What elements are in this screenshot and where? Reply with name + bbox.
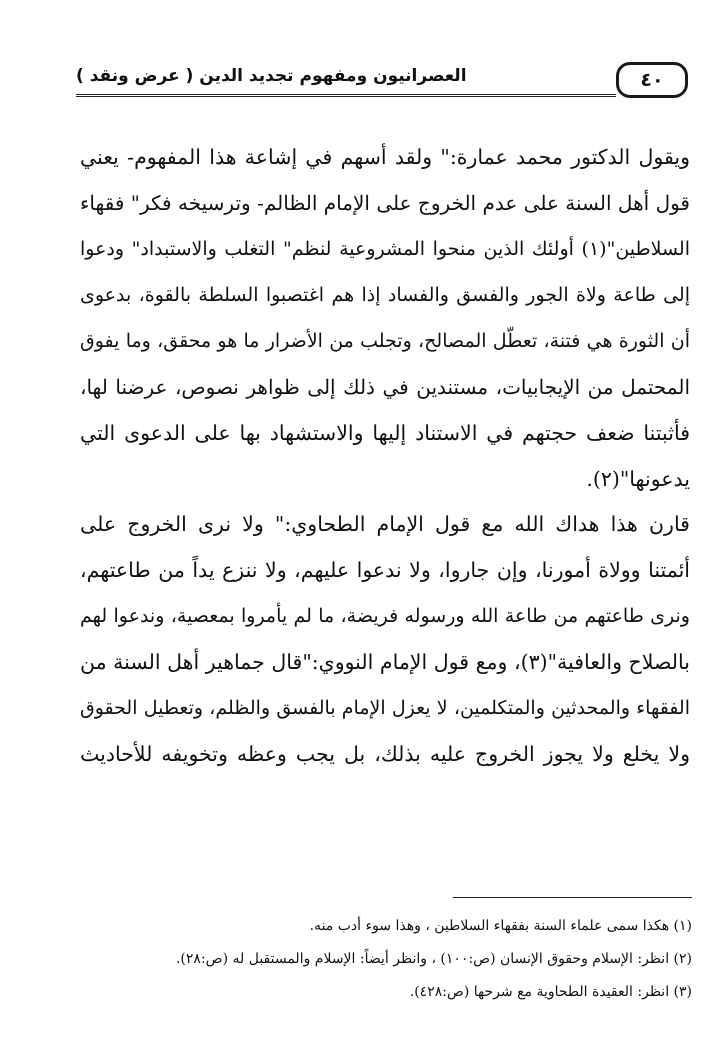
footnote-1: (١) هكذا سمى علماء السنة بفقهاء السلاطين ، وهذا سوء أدب منه. xyxy=(309,918,692,934)
footnotes xyxy=(80,910,692,1009)
header-rule xyxy=(76,94,616,97)
text-line: السلاطين"(١) أولئك الذين منحوا المشروعية لنظم" التغلب والاستبداد" ودعوا xyxy=(80,238,690,260)
page-header xyxy=(76,60,690,100)
text-line: إلى طاعة ولاة الجور والفسق والفساد إذا هم اغتصبوا السلطة بالقوة، بدعوى xyxy=(80,284,690,306)
text-line: ولا يخلع ولا يجوز الخروج عليه بذلك، بل يجب وعظه وتخويفه للأحاديث xyxy=(80,742,690,766)
text-line: أن الثورة هي فتنة، تعطّل المصالح، وتجلب من الأضرار ما هو محقق، وما يفوق xyxy=(80,330,690,352)
footnote-3: (٣) انظر: العقيدة الطحاوية مع شرحها (ص:٤٢٨). xyxy=(409,984,692,1000)
text-line: ونرى طاعتهم من طاعة الله ورسوله فريضة، ما لم يأمروا بمعصية، وندعوا لهم xyxy=(80,605,690,627)
text-line: الفقهاء والمحدثين والمتكلمين، لا يعزل الإمام بالفسق والظلم، وتعطيل الحقوق xyxy=(80,697,690,719)
page-number-badge: ٤٠ xyxy=(616,62,688,98)
text-line: ويقول الدكتور محمد عمارة:" ولقد أسهم في إشاعة هذا المفهوم- يعني xyxy=(80,145,690,169)
text-line: قول أهل السنة على عدم الخروج على الإمام الظالم- وترسيخه فكر" فقهاء xyxy=(80,191,690,215)
text-line: المحتمل من الإيجابيات، مستندين في ذلك إلى ظواهر نصوص، عرضنا لها، xyxy=(80,375,690,399)
footnote-2: (٢) انظر: الإسلام وحقوق الإنسان (ص:١٠٠) ، وانظر أيضاً: الإسلام والمستقبل له (ص:٢٨). xyxy=(175,951,692,967)
paragraph-1 xyxy=(80,134,690,502)
footnote-separator xyxy=(453,897,692,898)
text-line: يدعونها"(٢). xyxy=(586,467,690,491)
text-line: أئمتنا وولاة أمورنا، وإن جاروا، ولا ندعوا عليهم، ولا ننزع يداً من طاعتهم، xyxy=(80,558,690,582)
running-title: العصرانيون ومفهوم تجديد الدين ( عرض ونقد ) xyxy=(76,66,467,86)
text-line: بالصلاح والعافية"(٣)، ومع قول الإمام النووي:"قال جماهير أهل السنة من xyxy=(80,650,690,674)
paragraph-2 xyxy=(80,501,690,777)
text-line: فأثبتنا ضعف حجتهم في الاستناد إليها والاستشهاد بها على الدعوى التي xyxy=(80,421,690,445)
text-line: قارن هذا هداك الله مع قول الإمام الطحاوي:" ولا نرى الخروج على xyxy=(80,512,690,536)
